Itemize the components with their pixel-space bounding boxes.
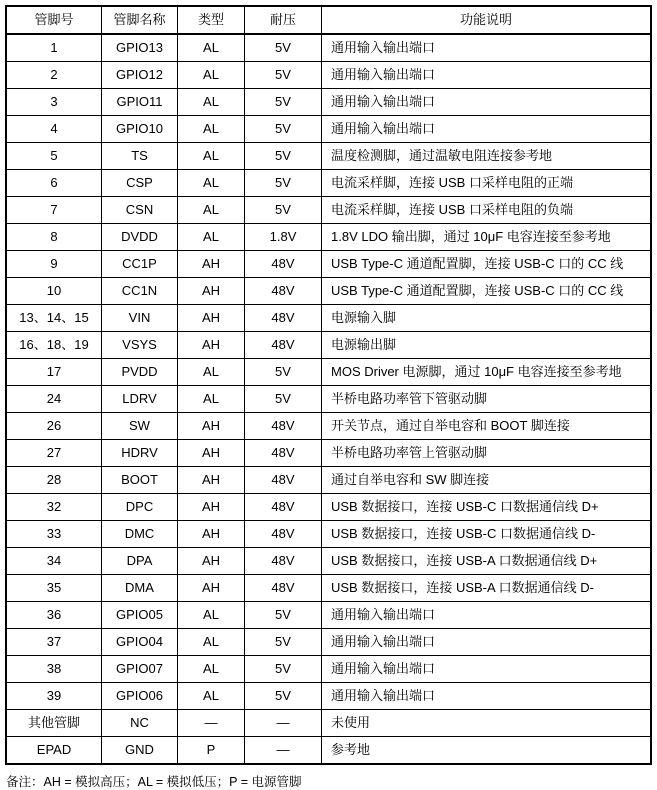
table-cell: 32: [6, 494, 102, 521]
table-row: [6, 737, 651, 765]
table-row: [6, 710, 651, 737]
table-row: [6, 467, 651, 494]
table-cell: 35: [6, 575, 102, 602]
table-cell: 5V: [245, 34, 322, 62]
table-row: [6, 224, 651, 251]
table-cell: 其他管脚: [6, 710, 102, 737]
table-cell: 34: [6, 548, 102, 575]
table-cell: 10: [6, 278, 102, 305]
table-row: [6, 251, 651, 278]
table-cell: 5V: [245, 116, 322, 143]
table-cell: 7: [6, 197, 102, 224]
table-cell: AH: [178, 305, 245, 332]
table-cell: DPC: [102, 494, 178, 521]
table-cell: 48V: [245, 548, 322, 575]
table-cell: 48V: [245, 575, 322, 602]
table-cell: DPA: [102, 548, 178, 575]
table-cell: AH: [178, 278, 245, 305]
column-header: 管脚号: [6, 6, 102, 34]
table-cell: AH: [178, 521, 245, 548]
table-cell: 36: [6, 602, 102, 629]
table-cell: 电流采样脚，连接 USB 口采样电阻的正端: [322, 170, 652, 197]
table-cell: 温度检测脚，通过温敏电阻连接参考地: [322, 143, 652, 170]
table-cell: 3: [6, 89, 102, 116]
table-footnote: 备注：AH = 模拟高压；AL = 模拟低压；P = 电源管脚: [6, 775, 302, 789]
table-cell: 48V: [245, 278, 322, 305]
table-cell: —: [245, 710, 322, 737]
table-cell: SW: [102, 413, 178, 440]
table-cell: GND: [102, 737, 178, 765]
table-row: [6, 386, 651, 413]
table-cell: 28: [6, 467, 102, 494]
table-cell: 48V: [245, 251, 322, 278]
table-cell: 37: [6, 629, 102, 656]
table-cell: 1.8V LDO 输出脚，通过 10μF 电容连接至参考地: [322, 224, 652, 251]
table-cell: DMA: [102, 575, 178, 602]
table-cell: 电流采样脚，连接 USB 口采样电阻的负端: [322, 197, 652, 224]
table-cell: USB Type-C 通道配置脚，连接 USB-C 口的 CC 线: [322, 251, 652, 278]
table-cell: 13、14、15: [6, 305, 102, 332]
table-cell: GPIO13: [102, 34, 178, 62]
table-cell: AH: [178, 332, 245, 359]
table-cell: CC1P: [102, 251, 178, 278]
table-row: [6, 629, 651, 656]
table-row: [6, 548, 651, 575]
table-cell: 48V: [245, 332, 322, 359]
table-cell: AL: [178, 224, 245, 251]
table-cell: VIN: [102, 305, 178, 332]
table-cell: AL: [178, 170, 245, 197]
table-cell: 4: [6, 116, 102, 143]
table-cell: 通用输入输出端口: [322, 89, 652, 116]
table-row: [6, 62, 651, 89]
table-row: [6, 143, 651, 170]
column-header: 管脚名称: [102, 6, 178, 34]
table-row: [6, 413, 651, 440]
table-cell: AH: [178, 548, 245, 575]
table-cell: GPIO12: [102, 62, 178, 89]
table-cell: GPIO11: [102, 89, 178, 116]
table-cell: 8: [6, 224, 102, 251]
table-cell: 通用输入输出端口: [322, 656, 652, 683]
table-cell: AL: [178, 629, 245, 656]
table-cell: GPIO06: [102, 683, 178, 710]
column-header: 耐压: [245, 6, 322, 34]
table-cell: TS: [102, 143, 178, 170]
table-cell: 通过自举电容和 SW 脚连接: [322, 467, 652, 494]
table-cell: 1: [6, 34, 102, 62]
table-cell: 38: [6, 656, 102, 683]
table-cell: 5V: [245, 62, 322, 89]
table-cell: USB 数据接口，连接 USB-C 口数据通信线 D-: [322, 521, 652, 548]
table-cell: 48V: [245, 467, 322, 494]
table-cell: AH: [178, 575, 245, 602]
table-row: [6, 89, 651, 116]
table-row: [6, 34, 651, 62]
table-cell: VSYS: [102, 332, 178, 359]
table-cell: USB Type-C 通道配置脚，连接 USB-C 口的 CC 线: [322, 278, 652, 305]
table-cell: NC: [102, 710, 178, 737]
table-row: [6, 602, 651, 629]
table-cell: —: [178, 710, 245, 737]
table-cell: 5V: [245, 683, 322, 710]
table-cell: 半桥电路功率管上管驱动脚: [322, 440, 652, 467]
table-body: [6, 34, 651, 764]
table-cell: AL: [178, 89, 245, 116]
table-cell: 通用输入输出端口: [322, 34, 652, 62]
table-row: [6, 683, 651, 710]
table-cell: 24: [6, 386, 102, 413]
table-cell: 通用输入输出端口: [322, 683, 652, 710]
table-cell: AL: [178, 62, 245, 89]
table-row: [6, 440, 651, 467]
table-cell: AH: [178, 467, 245, 494]
table-row: [6, 278, 651, 305]
table-row: [6, 332, 651, 359]
table-row: [6, 197, 651, 224]
table-cell: CSP: [102, 170, 178, 197]
table-cell: 通用输入输出端口: [322, 116, 652, 143]
table-cell: 5V: [245, 197, 322, 224]
table-cell: USB 数据接口，连接 USB-C 口数据通信线 D+: [322, 494, 652, 521]
table-cell: —: [245, 737, 322, 765]
table-cell: CC1N: [102, 278, 178, 305]
table-cell: 5V: [245, 629, 322, 656]
table-cell: 通用输入输出端口: [322, 602, 652, 629]
table-cell: 33: [6, 521, 102, 548]
table-cell: EPAD: [6, 737, 102, 765]
table-cell: 48V: [245, 305, 322, 332]
table-cell: PVDD: [102, 359, 178, 386]
table-row: [6, 359, 651, 386]
table-cell: AH: [178, 440, 245, 467]
table-cell: 5V: [245, 143, 322, 170]
table-cell: 通用输入输出端口: [322, 629, 652, 656]
table-cell: BOOT: [102, 467, 178, 494]
table-cell: 参考地: [322, 737, 652, 765]
table-cell: AH: [178, 251, 245, 278]
table-cell: 通用输入输出端口: [322, 62, 652, 89]
table-cell: 2: [6, 62, 102, 89]
table-cell: 5V: [245, 359, 322, 386]
table-row: [6, 170, 651, 197]
table-cell: USB 数据接口，连接 USB-A 口数据通信线 D+: [322, 548, 652, 575]
table-cell: AL: [178, 143, 245, 170]
table-row: [6, 656, 651, 683]
table-cell: 48V: [245, 440, 322, 467]
table-row: [6, 116, 651, 143]
table-header: [6, 6, 651, 34]
table-cell: 9: [6, 251, 102, 278]
table-cell: AH: [178, 413, 245, 440]
table-cell: 48V: [245, 494, 322, 521]
table-row: [6, 575, 651, 602]
table-cell: LDRV: [102, 386, 178, 413]
table-cell: 1.8V: [245, 224, 322, 251]
table-cell: 电源输出脚: [322, 332, 652, 359]
table-cell: CSN: [102, 197, 178, 224]
table-cell: GPIO10: [102, 116, 178, 143]
table-cell: 48V: [245, 521, 322, 548]
table-cell: AL: [178, 656, 245, 683]
table-cell: AL: [178, 197, 245, 224]
table-cell: 39: [6, 683, 102, 710]
table-cell: 26: [6, 413, 102, 440]
table-cell: MOS Driver 电源脚，通过 10μF 电容连接至参考地: [322, 359, 652, 386]
table-cell: AL: [178, 683, 245, 710]
table-cell: 5V: [245, 89, 322, 116]
table-cell: AL: [178, 116, 245, 143]
table-row: [6, 494, 651, 521]
table-cell: 16、18、19: [6, 332, 102, 359]
table-cell: 5V: [245, 386, 322, 413]
table-cell: 27: [6, 440, 102, 467]
table-cell: P: [178, 737, 245, 765]
table-cell: 开关节点，通过自举电容和 BOOT 脚连接: [322, 413, 652, 440]
table-cell: GPIO07: [102, 656, 178, 683]
table-cell: AH: [178, 494, 245, 521]
table-cell: AL: [178, 34, 245, 62]
column-header: 类型: [178, 6, 245, 34]
table-cell: 5V: [245, 656, 322, 683]
header-row: [6, 6, 651, 34]
table-cell: 未使用: [322, 710, 652, 737]
column-header: 功能说明: [322, 6, 652, 34]
table-cell: 5: [6, 143, 102, 170]
table-cell: USB 数据接口，连接 USB-A 口数据通信线 D-: [322, 575, 652, 602]
table-cell: 5V: [245, 170, 322, 197]
table-row: [6, 521, 651, 548]
table-cell: 半桥电路功率管下管驱动脚: [322, 386, 652, 413]
table-cell: DMC: [102, 521, 178, 548]
table-cell: GPIO05: [102, 602, 178, 629]
table-cell: HDRV: [102, 440, 178, 467]
table-cell: 5V: [245, 602, 322, 629]
table-cell: AL: [178, 359, 245, 386]
table-cell: 17: [6, 359, 102, 386]
table-cell: AL: [178, 386, 245, 413]
table-row: [6, 305, 651, 332]
table-cell: DVDD: [102, 224, 178, 251]
table-cell: 48V: [245, 413, 322, 440]
table-cell: 6: [6, 170, 102, 197]
table-cell: 电源输入脚: [322, 305, 652, 332]
pin-description-table: [5, 5, 652, 765]
table-cell: AL: [178, 602, 245, 629]
table-cell: GPIO04: [102, 629, 178, 656]
